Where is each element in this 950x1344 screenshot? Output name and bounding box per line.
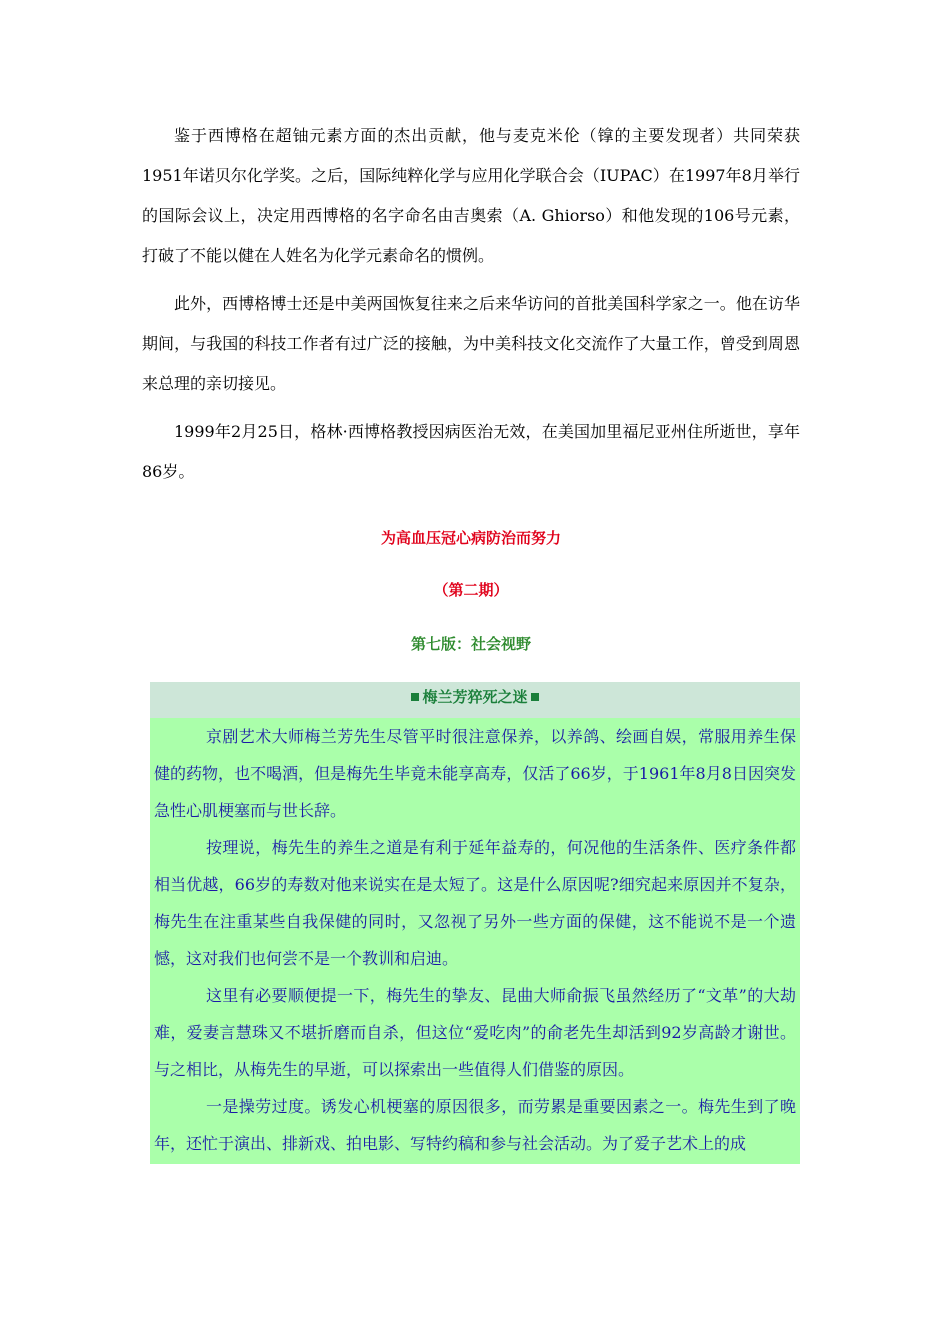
main-heading: 为高血压冠心病防治而努力 xyxy=(380,529,561,547)
section-heading: 第七版：社会视野 xyxy=(410,635,531,653)
article-paragraph-4: 一是操劳过度。诱发心机梗塞的原因很多，而劳累是重要因素之一。梅先生到了晚年，还忙于演出、排新戏、拍电影、写特约稿和参与社会活动。为了爱子艺术上的成 xyxy=(154,1097,796,1153)
square-bullet-icon xyxy=(411,693,419,701)
intro-paragraph-1: 鉴于西博格在超铀元素方面的杰出贡献，他与麦克米伦（镎的主要发现者）共同荣获1951年诺贝尔化学奖。之后，国际纯粹化学与应用化学联合会（IUPAC）在1997年8月举行的国际会议上，决定用西博格的名字命名由吉奥索（A. Ghiorso）和他发现的106号元素，打破了不能以健在人姓名为化学元素命名的惯例。 xyxy=(142,126,800,265)
issue-heading: （第二期） xyxy=(433,581,509,599)
article-paragraph-1: 京剧艺术大师梅兰芳先生尽管平时很注意保养，以养鸽、绘画自娱，常服用养生保健的药物，也不喝酒，但是梅先生毕竟未能享高寿，仅活了66岁，于1961年8月8日因突发急性心肌梗塞而与世长辞。 xyxy=(154,727,796,820)
article-title-bar xyxy=(150,682,800,718)
article-body xyxy=(150,718,800,1164)
document-page xyxy=(142,116,800,1164)
article-box xyxy=(150,682,800,1164)
article-paragraph-3: 这里有必要顺便提一下，梅先生的挚友、昆曲大师俞振飞虽然经历了“文革”的大劫难，爱妻言慧珠又不堪折磨而自杀，但这位“爱吃肉”的俞老先生却活到92岁高龄才谢世。与之相比，从梅先生的早逝，可以探索出一些值得人们借鉴的原因。 xyxy=(154,986,796,1079)
square-bullet-icon xyxy=(531,693,539,701)
intro-paragraph-3: 1999年2月25日，格林·西博格教授因病医治无效，在美国加里福尼亚州住所逝世，享年86岁。 xyxy=(142,422,800,481)
intro-paragraph-2: 此外，西博格博士还是中美两国恢复往来之后来华访问的首批美国科学家之一。他在访华期间，与我国的科技工作者有过广泛的接触，为中美科技文化交流作了大量工作，曾受到周恩来总理的亲切接见。 xyxy=(142,294,800,393)
article-title: 梅兰芳猝死之迷 xyxy=(422,688,528,706)
article-paragraph-2: 按理说，梅先生的养生之道是有利于延年益寿的，何况他的生活条件、医疗条件都相当优越，66岁的寿数对他来说实在是太短了。这是什么原因呢?细究起来原因并不复杂，梅先生在注重某些自我保健的同时，又忽视了另外一些方面的保健，这不能说不是一个遗憾，这对我们也何尝不是一个教训和启迪。 xyxy=(154,838,796,968)
